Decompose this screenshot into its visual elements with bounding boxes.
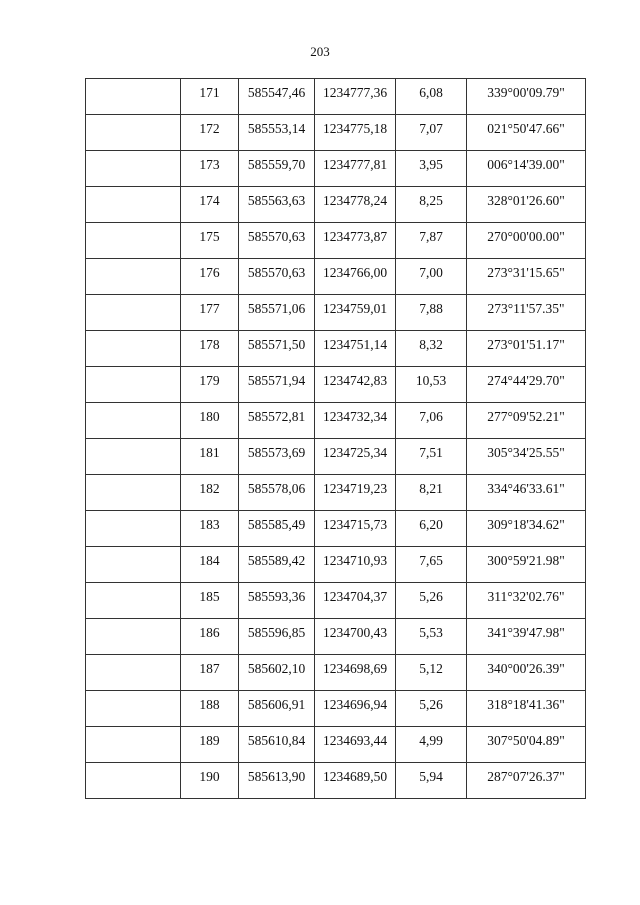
- y-coordinate-cell: 1234689,50: [315, 763, 396, 799]
- blank-cell: [86, 151, 181, 187]
- distance-cell: 7,88: [396, 295, 467, 331]
- x-coordinate-cell: 585585,49: [239, 511, 315, 547]
- x-coordinate-cell: 585589,42: [239, 547, 315, 583]
- coordinates-table: [85, 78, 586, 799]
- table-row: [86, 367, 586, 403]
- point-number-cell: 185: [181, 583, 239, 619]
- x-coordinate-cell: 585573,69: [239, 439, 315, 475]
- table-row: [86, 223, 586, 259]
- point-number-cell: 190: [181, 763, 239, 799]
- bearing-cell: 305°34'25.55": [467, 439, 586, 475]
- blank-cell: [86, 439, 181, 475]
- blank-cell: [86, 547, 181, 583]
- x-coordinate-cell: 585602,10: [239, 655, 315, 691]
- table-row: [86, 151, 586, 187]
- table-row: [86, 439, 586, 475]
- blank-cell: [86, 763, 181, 799]
- blank-cell: [86, 115, 181, 151]
- table-row: [86, 547, 586, 583]
- y-coordinate-cell: 1234751,14: [315, 331, 396, 367]
- bearing-cell: 309°18'34.62": [467, 511, 586, 547]
- table-row: [86, 511, 586, 547]
- point-number-cell: 180: [181, 403, 239, 439]
- blank-cell: [86, 583, 181, 619]
- x-coordinate-cell: 585571,06: [239, 295, 315, 331]
- point-number-cell: 179: [181, 367, 239, 403]
- y-coordinate-cell: 1234710,93: [315, 547, 396, 583]
- table-row: [86, 331, 586, 367]
- point-number-cell: 172: [181, 115, 239, 151]
- bearing-cell: 334°46'33.61": [467, 475, 586, 511]
- x-coordinate-cell: 585572,81: [239, 403, 315, 439]
- y-coordinate-cell: 1234719,23: [315, 475, 396, 511]
- blank-cell: [86, 655, 181, 691]
- blank-cell: [86, 367, 181, 403]
- point-number-cell: 184: [181, 547, 239, 583]
- y-coordinate-cell: 1234759,01: [315, 295, 396, 331]
- table-row: [86, 259, 586, 295]
- y-coordinate-cell: 1234715,73: [315, 511, 396, 547]
- bearing-cell: 318°18'41.36": [467, 691, 586, 727]
- y-coordinate-cell: 1234778,24: [315, 187, 396, 223]
- x-coordinate-cell: 585571,94: [239, 367, 315, 403]
- point-number-cell: 178: [181, 331, 239, 367]
- y-coordinate-cell: 1234766,00: [315, 259, 396, 295]
- y-coordinate-cell: 1234725,34: [315, 439, 396, 475]
- point-number-cell: 186: [181, 619, 239, 655]
- x-coordinate-cell: 585547,46: [239, 79, 315, 115]
- bearing-cell: 307°50'04.89": [467, 727, 586, 763]
- bearing-cell: 341°39'47.98": [467, 619, 586, 655]
- distance-cell: 10,53: [396, 367, 467, 403]
- bearing-cell: 273°01'51.17": [467, 331, 586, 367]
- table-row: [86, 79, 586, 115]
- y-coordinate-cell: 1234693,44: [315, 727, 396, 763]
- x-coordinate-cell: 585563,63: [239, 187, 315, 223]
- distance-cell: 7,65: [396, 547, 467, 583]
- y-coordinate-cell: 1234775,18: [315, 115, 396, 151]
- y-coordinate-cell: 1234704,37: [315, 583, 396, 619]
- x-coordinate-cell: 585553,14: [239, 115, 315, 151]
- x-coordinate-cell: 585596,85: [239, 619, 315, 655]
- bearing-cell: 273°11'57.35": [467, 295, 586, 331]
- blank-cell: [86, 79, 181, 115]
- point-number-cell: 189: [181, 727, 239, 763]
- table-row: [86, 475, 586, 511]
- point-number-cell: 175: [181, 223, 239, 259]
- bearing-cell: 273°31'15.65": [467, 259, 586, 295]
- table-row: [86, 619, 586, 655]
- distance-cell: 7,87: [396, 223, 467, 259]
- x-coordinate-cell: 585559,70: [239, 151, 315, 187]
- x-coordinate-cell: 585613,90: [239, 763, 315, 799]
- bearing-cell: 270°00'00.00": [467, 223, 586, 259]
- distance-cell: 8,25: [396, 187, 467, 223]
- point-number-cell: 187: [181, 655, 239, 691]
- blank-cell: [86, 691, 181, 727]
- x-coordinate-cell: 585571,50: [239, 331, 315, 367]
- bearing-cell: 340°00'26.39": [467, 655, 586, 691]
- y-coordinate-cell: 1234773,87: [315, 223, 396, 259]
- bearing-cell: 274°44'29.70": [467, 367, 586, 403]
- point-number-cell: 177: [181, 295, 239, 331]
- y-coordinate-cell: 1234732,34: [315, 403, 396, 439]
- table-row: [86, 727, 586, 763]
- bearing-cell: 277°09'52.21": [467, 403, 586, 439]
- y-coordinate-cell: 1234777,36: [315, 79, 396, 115]
- distance-cell: 5,53: [396, 619, 467, 655]
- bearing-cell: 021°50'47.66": [467, 115, 586, 151]
- x-coordinate-cell: 585570,63: [239, 223, 315, 259]
- bearing-cell: 311°32'02.76": [467, 583, 586, 619]
- table-row: [86, 691, 586, 727]
- bearing-cell: 328°01'26.60": [467, 187, 586, 223]
- blank-cell: [86, 619, 181, 655]
- table-body: [86, 79, 586, 799]
- distance-cell: 8,32: [396, 331, 467, 367]
- point-number-cell: 181: [181, 439, 239, 475]
- distance-cell: 7,07: [396, 115, 467, 151]
- table-row: [86, 763, 586, 799]
- distance-cell: 5,26: [396, 583, 467, 619]
- point-number-cell: 173: [181, 151, 239, 187]
- point-number-cell: 188: [181, 691, 239, 727]
- blank-cell: [86, 223, 181, 259]
- distance-cell: 5,94: [396, 763, 467, 799]
- y-coordinate-cell: 1234777,81: [315, 151, 396, 187]
- point-number-cell: 176: [181, 259, 239, 295]
- table-row: [86, 295, 586, 331]
- bearing-cell: 287°07'26.37": [467, 763, 586, 799]
- distance-cell: 7,06: [396, 403, 467, 439]
- blank-cell: [86, 403, 181, 439]
- distance-cell: 7,00: [396, 259, 467, 295]
- blank-cell: [86, 727, 181, 763]
- bearing-cell: 006°14'39.00": [467, 151, 586, 187]
- bearing-cell: 339°00'09.79": [467, 79, 586, 115]
- y-coordinate-cell: 1234696,94: [315, 691, 396, 727]
- distance-cell: 8,21: [396, 475, 467, 511]
- distance-cell: 6,20: [396, 511, 467, 547]
- x-coordinate-cell: 585610,84: [239, 727, 315, 763]
- table-row: [86, 403, 586, 439]
- blank-cell: [86, 511, 181, 547]
- blank-cell: [86, 295, 181, 331]
- x-coordinate-cell: 585606,91: [239, 691, 315, 727]
- blank-cell: [86, 475, 181, 511]
- x-coordinate-cell: 585593,36: [239, 583, 315, 619]
- distance-cell: 5,12: [396, 655, 467, 691]
- distance-cell: 7,51: [396, 439, 467, 475]
- table-row: [86, 655, 586, 691]
- distance-cell: 5,26: [396, 691, 467, 727]
- bearing-cell: 300°59'21.98": [467, 547, 586, 583]
- distance-cell: 3,95: [396, 151, 467, 187]
- point-number-cell: 183: [181, 511, 239, 547]
- y-coordinate-cell: 1234742,83: [315, 367, 396, 403]
- point-number-cell: 174: [181, 187, 239, 223]
- blank-cell: [86, 259, 181, 295]
- distance-cell: 4,99: [396, 727, 467, 763]
- y-coordinate-cell: 1234700,43: [315, 619, 396, 655]
- table-row: [86, 187, 586, 223]
- page-number: 203: [310, 44, 330, 59]
- point-number-cell: 182: [181, 475, 239, 511]
- x-coordinate-cell: 585570,63: [239, 259, 315, 295]
- table-row: [86, 583, 586, 619]
- blank-cell: [86, 187, 181, 223]
- x-coordinate-cell: 585578,06: [239, 475, 315, 511]
- y-coordinate-cell: 1234698,69: [315, 655, 396, 691]
- distance-cell: 6,08: [396, 79, 467, 115]
- point-number-cell: 171: [181, 79, 239, 115]
- table-row: [86, 115, 586, 151]
- blank-cell: [86, 331, 181, 367]
